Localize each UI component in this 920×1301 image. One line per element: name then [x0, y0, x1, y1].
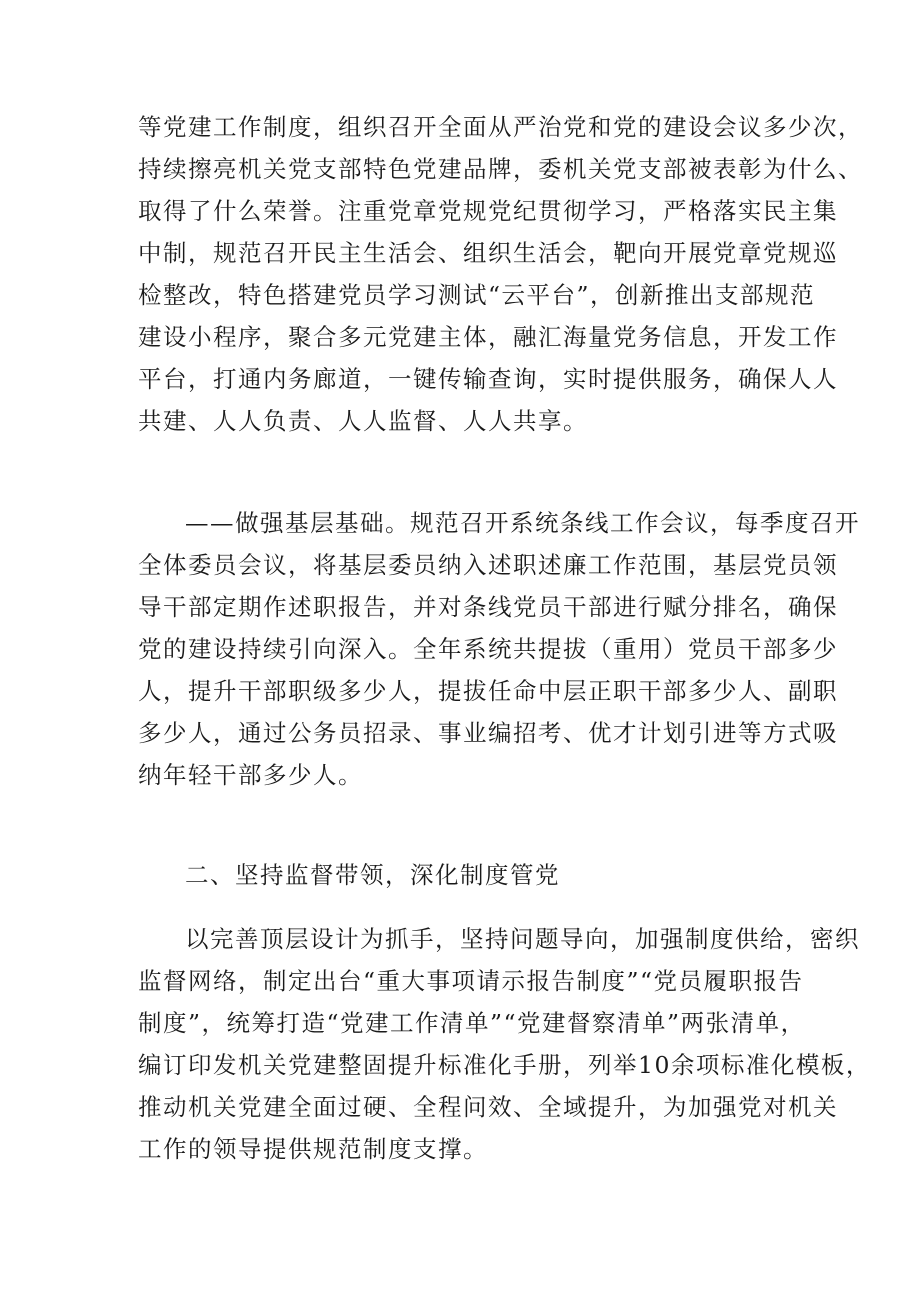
paragraph-line: 推动机关党建全面过硬、全程问效、全域提升，为加强党对机关: [138, 1093, 838, 1121]
paragraph-line: 等党建工作制度，组织召开全面从严治党和党的建设会议多少次，: [138, 113, 863, 141]
paragraph-line: 中制，规范召开民主生活会、组织生活会，靶向开展党章党规巡: [138, 239, 838, 267]
paragraph-institutional-governance: [138, 918, 871, 1170]
paragraph-line: 取得了什么荣誉。注重党章党规党纪贯彻学习，严格落实民主集: [138, 197, 838, 225]
paragraph-line: 持续擦亮机关党支部特色党建品牌，委机关党支部被表彰为什么、: [138, 155, 863, 183]
paragraph-line: 全体委员会议，将基层委员纳入述职述廉工作范围，基层党员领: [138, 551, 838, 579]
paragraph-line: 导干部定期作述职报告，并对条线党员干部进行赋分排名，确保: [138, 593, 838, 621]
paragraph-line: 编订印发机关党建整固提升标准化手册，列举10余项标准化模板，: [138, 1051, 871, 1079]
paragraph-line: 检整改，特色搭建党员学习测试“云平台”，创新推出支部规范: [138, 281, 816, 309]
paragraph-line: 人，提升干部职级多少人，提拔任命中层正职干部多少人、副职: [138, 677, 838, 705]
paragraph-line: ——做强基层基础。规范召开系统条线工作会议，每季度召开: [185, 509, 860, 537]
paragraph-line: 平台，打通内务廊道，一键传输查询，实时提供服务，确保人人: [138, 365, 838, 393]
paragraph-line: 纳年轻干部多少人。: [138, 761, 363, 789]
paragraph-line: 党的建设持续引向深入。全年系统共提拔（重用）党员干部多少: [138, 635, 838, 663]
paragraph-line: 共建、人人负责、人人监督、人人共享。: [138, 407, 588, 435]
paragraph-line: 以完善顶层设计为抓手，坚持问题导向，加强制度供给，密织: [185, 925, 860, 953]
paragraph-grassroots-foundation: [138, 502, 860, 796]
paragraph-line: 工作的领导提供规范制度支撑。: [138, 1135, 488, 1163]
section-heading: 二、坚持监督带领，深化制度管党: [185, 861, 560, 889]
paragraph-line: 多少人，通过公务员招录、事业编招考、优才计划引进等方式吸: [138, 719, 838, 747]
paragraph-line: 监督网络，制定出台“重大事项请示报告制度”“党员履职报告: [138, 967, 804, 995]
paragraph-line: 建设小程序，聚合多元党建主体，融汇海量党务信息，开发工作: [138, 323, 838, 351]
paragraph-party-building-system: [138, 106, 863, 442]
paragraph-line: 制度”，统筹打造“党建工作清单”“党建督察清单”两张清单，: [138, 1009, 806, 1037]
